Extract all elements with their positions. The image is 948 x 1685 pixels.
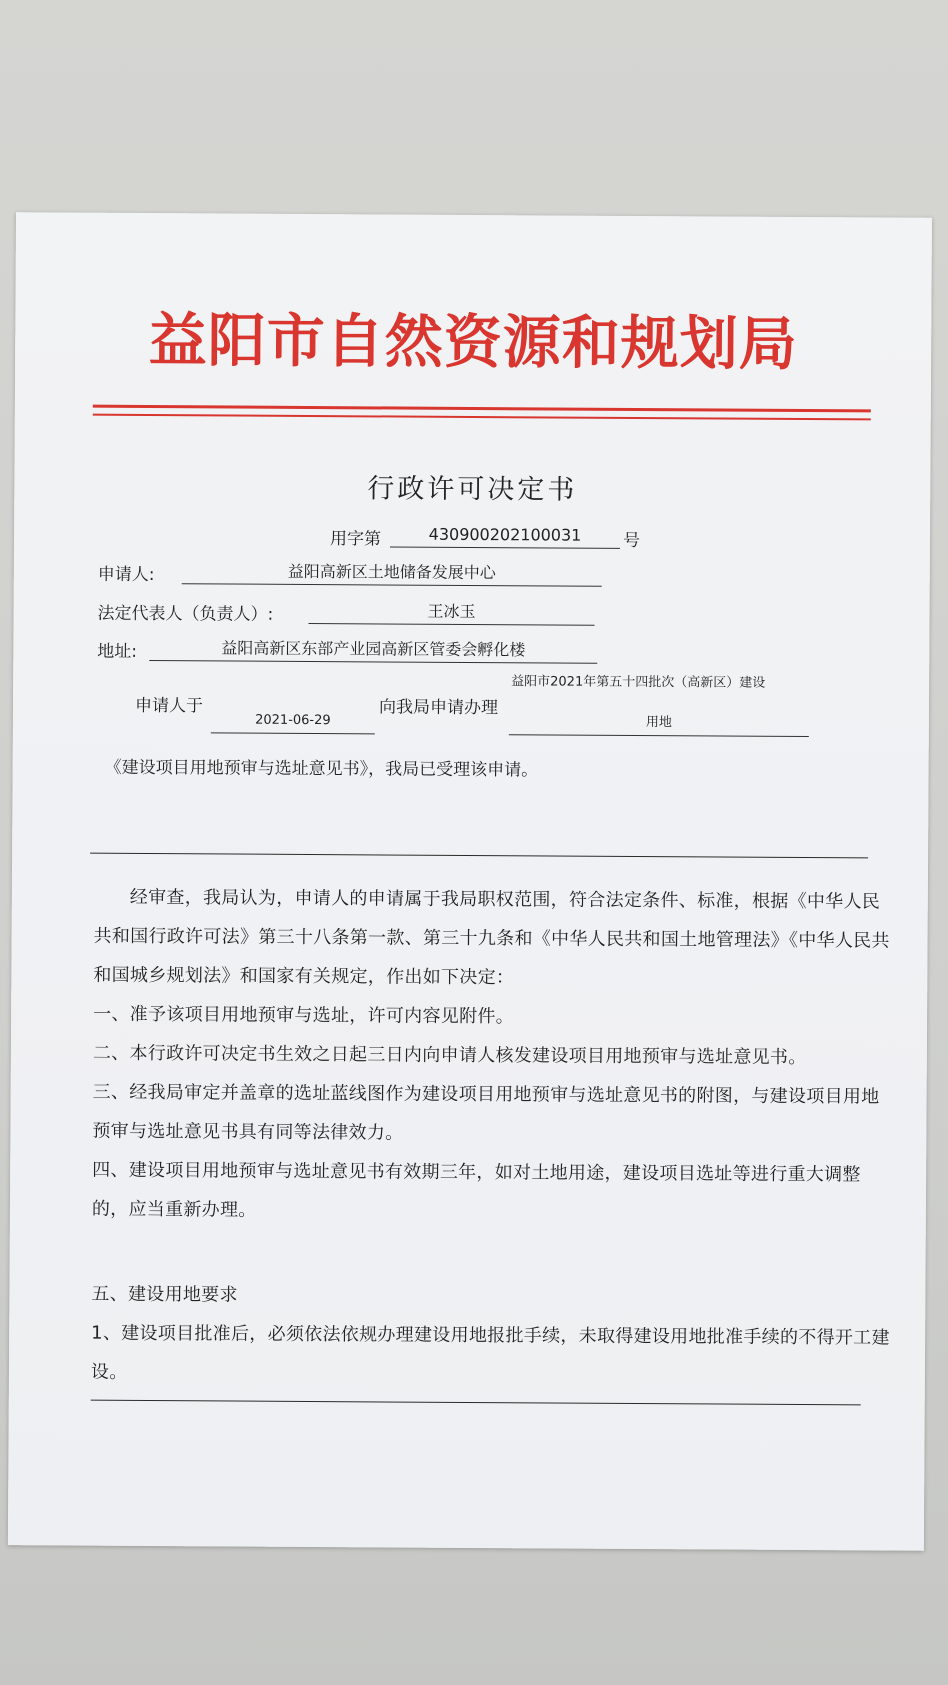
requirement-1: 1、建设项目批准后，必须依法依规办理建设用地报批手续，未取得建设用地批准手续的不得开工建设。 — [90, 1322, 890, 1383]
address-label: 地址: — [97, 641, 138, 662]
issuer-name: 益阳市自然资源和规划局 — [148, 306, 798, 378]
legal-rep-value: 王冰玉 — [308, 598, 594, 626]
ref-suffix: 号 — [622, 530, 641, 552]
decision-body — [92, 878, 894, 1234]
application-text-before: 申请人于 — [134, 695, 204, 717]
project-name-line1: 益阳市2021年第五十四批次（高新区）建设 — [511, 674, 766, 691]
legal-rep-label: 法定代表人（负责人）: — [97, 603, 274, 625]
decision-item-2: 二、本行政许可决定书生效之日起三日内向申请人核发建设项目用地预审与选址意见书。 — [92, 1042, 807, 1069]
section-divider — [90, 853, 868, 859]
decision-item-1: 一、准予该项目用地预审与选址，许可内容见附件。 — [93, 1003, 515, 1028]
document-title: 行政许可决定书 — [367, 473, 578, 506]
application-date: 2021-06-29 — [211, 708, 375, 734]
requirements-heading: 五、建设用地要求 — [91, 1283, 238, 1306]
decision-item-4: 四、建设项目用地预审与选址意见书有效期三年，如对土地用途，建设项目选址等进行重大调整的，应当重新办理。 — [91, 1159, 861, 1221]
decision-intro: 经审查，我局认为，申请人的申请属于我局职权范围，符合法定条件、标准，根据《中华人民共和国行政许可法》第三十八条第一款、第三十九条和《中华人民共和国土地管理法》《中华人民共和国城乡规划法》和国家有关规定，作出如下决定： — [93, 886, 890, 989]
bottom-rule — [91, 1400, 861, 1406]
land-requirements — [91, 1275, 892, 1397]
project-name-line2: 用地 — [509, 710, 809, 737]
applicant-value: 益阳高新区土地储备发展中心 — [182, 558, 602, 587]
ref-number: 430900202100031 — [390, 522, 620, 548]
applicant-label: 申请人: — [97, 564, 155, 586]
header-rule-thick — [93, 405, 871, 413]
address-value: 益阳高新区东部产业园高新区管委会孵化楼 — [149, 635, 597, 664]
header-rule-thin — [93, 414, 871, 420]
application-text-after: 《建设项目用地预审与选址意见书》，我局已受理该申请。 — [104, 757, 539, 781]
decision-item-3: 三、经我局审定并盖章的选址蓝线图作为建设项目用地预审与选址意见书的附图，与建设项目用地预审与选址意见书具有同等法律效力。 — [92, 1081, 880, 1144]
ref-prefix: 用字第 — [329, 529, 382, 550]
document-page — [8, 212, 932, 1551]
application-text-middle: 向我局申请办理 — [378, 697, 499, 719]
